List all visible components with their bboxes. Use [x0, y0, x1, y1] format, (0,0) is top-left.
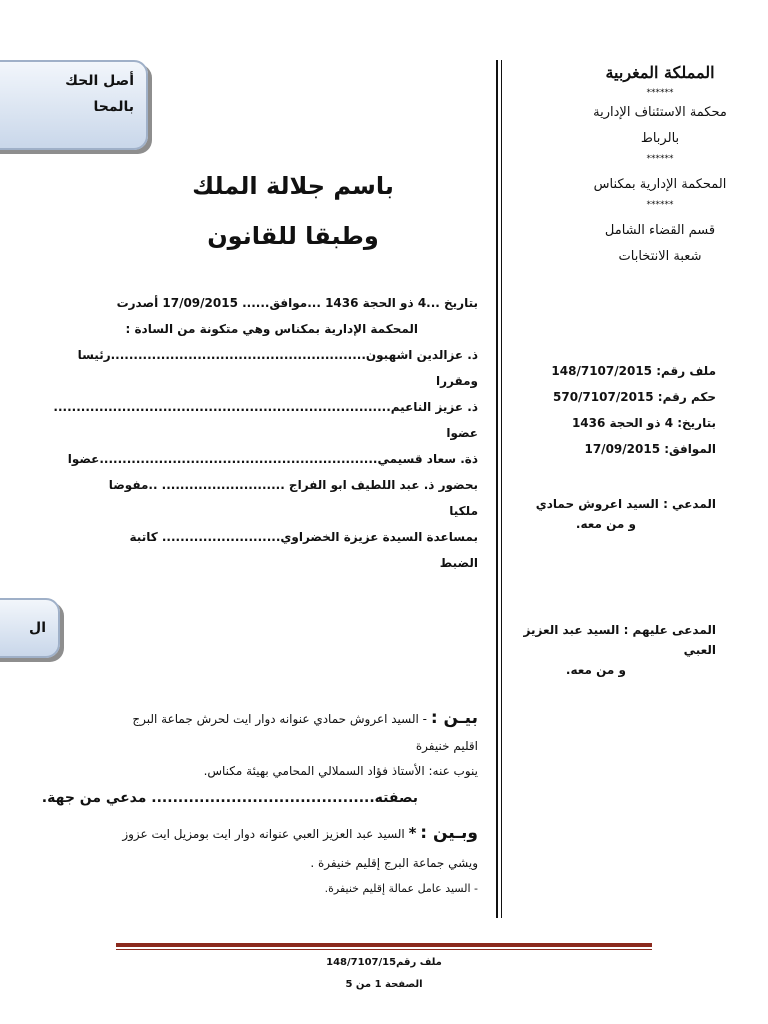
body-line: ومقررا [435, 374, 478, 388]
and-between-line [38, 817, 478, 850]
badge-line: أصل الحك [65, 73, 134, 89]
star-mark: * [408, 824, 417, 842]
parties-section [38, 704, 478, 902]
division-name: شعبة الانتخابات [618, 249, 702, 264]
badge-line: بالمحا [93, 99, 134, 115]
between-line [38, 704, 478, 733]
column-divider [496, 60, 498, 918]
appeal-city: بالرباط [640, 131, 680, 146]
appeal-court: محكمة الاستئناف الإدارية [593, 105, 727, 120]
between-text: - السيد اعروش حمادي عنوانه دوار ايت لحرش جماعة البرج [132, 712, 428, 726]
judgment-number: حكم رقم: 570/7107/2015 [553, 390, 716, 404]
section-badge [0, 598, 60, 658]
gregorian-date: الموافق: 17/09/2015 [584, 442, 716, 456]
body-line: المحكمة الإدارية بمكناس وهي متكونة من السادة : [125, 322, 418, 336]
between-label: بيـن : [430, 708, 478, 728]
body-line: عضوا [446, 426, 478, 440]
representative: ينوب عنه: الأستاذ فؤاد السملالي المحامي بهيئة مكناس. [203, 764, 478, 778]
body-line: ذة. سعاد قسيمي.............................................................عضوا [67, 452, 478, 466]
plaintiff-others: و من معه. [575, 517, 636, 531]
case-info [536, 358, 716, 462]
footer-page: الصفحة 1 من 5 [345, 979, 423, 990]
defendant-name: المدعى عليهم : السيد عبد العزيز [523, 623, 716, 637]
body-line: ملكيا [449, 504, 478, 518]
separator-stars: ****** [646, 154, 674, 164]
defendant-others: و من معه. [565, 663, 626, 677]
court-header [560, 60, 760, 270]
column-divider [501, 60, 502, 918]
body-line: ذ. عزيز الناعيم.......................................................................... [53, 400, 478, 414]
defendant-surname: العبي [683, 643, 716, 657]
royal-title: باسم جلالة الملك [192, 172, 394, 200]
footer-divider [116, 943, 652, 947]
body-line: بتاريخ ...4 ذو الحجة 1436 ...موافق...... 17/09/2015 أصدرت [116, 296, 478, 310]
admin-court: المحكمة الإدارية بمكناس [593, 177, 727, 192]
plaintiff-block [516, 494, 716, 534]
body-line: الضبط [439, 556, 478, 570]
hijri-date: بتاريخ: 4 ذو الحجة 1436 [571, 416, 716, 430]
badge-line: ال [29, 620, 46, 636]
body-line: بحضور ذ. عبد اللطيف ابو الفراج ........................... ..مفوضا [108, 478, 478, 492]
separator-stars: ****** [646, 88, 674, 98]
and-between-label: وبـين : [420, 823, 478, 843]
kingdom-title: المملكة المغربية [605, 63, 715, 82]
and-between-text: السيد عبد العزيز العبي عنوانه دوار ايت بومزيل ايت عزوز [122, 827, 405, 841]
file-number: ملف رقم: 148/7107/2015 [551, 364, 716, 378]
plaintiff-name: المدعي : السيد اعروش حمادي [535, 497, 716, 511]
footer-file: ملف رقم148/7107/15 [326, 957, 442, 968]
body-line: ذ. عزالدين اشهبون........................................................رئيسا [77, 348, 478, 362]
capacity-plaintiff: بصفته.......................................... مدعي من جهة. [41, 790, 418, 806]
between-text-2: اقليم خنيفرة [415, 739, 478, 753]
section-name: قسم القضاء الشامل [604, 223, 716, 238]
law-title: وطبقا للقانون [207, 222, 379, 250]
governor-line: - السيد عامل عمالة إقليم خنيفرة. [324, 882, 478, 895]
footer-divider [116, 949, 652, 950]
body-line: بمساعدة السيدة عزيزة الخضراوي.......................... كاتبة [129, 530, 478, 544]
judgment-panel [48, 290, 478, 576]
original-judgment-badge [0, 60, 148, 150]
separator-stars: ****** [646, 200, 674, 210]
and-between-text-2: ويشي جماعة البرج إقليم خنيفرة . [310, 856, 478, 870]
defendant-block [516, 620, 716, 680]
